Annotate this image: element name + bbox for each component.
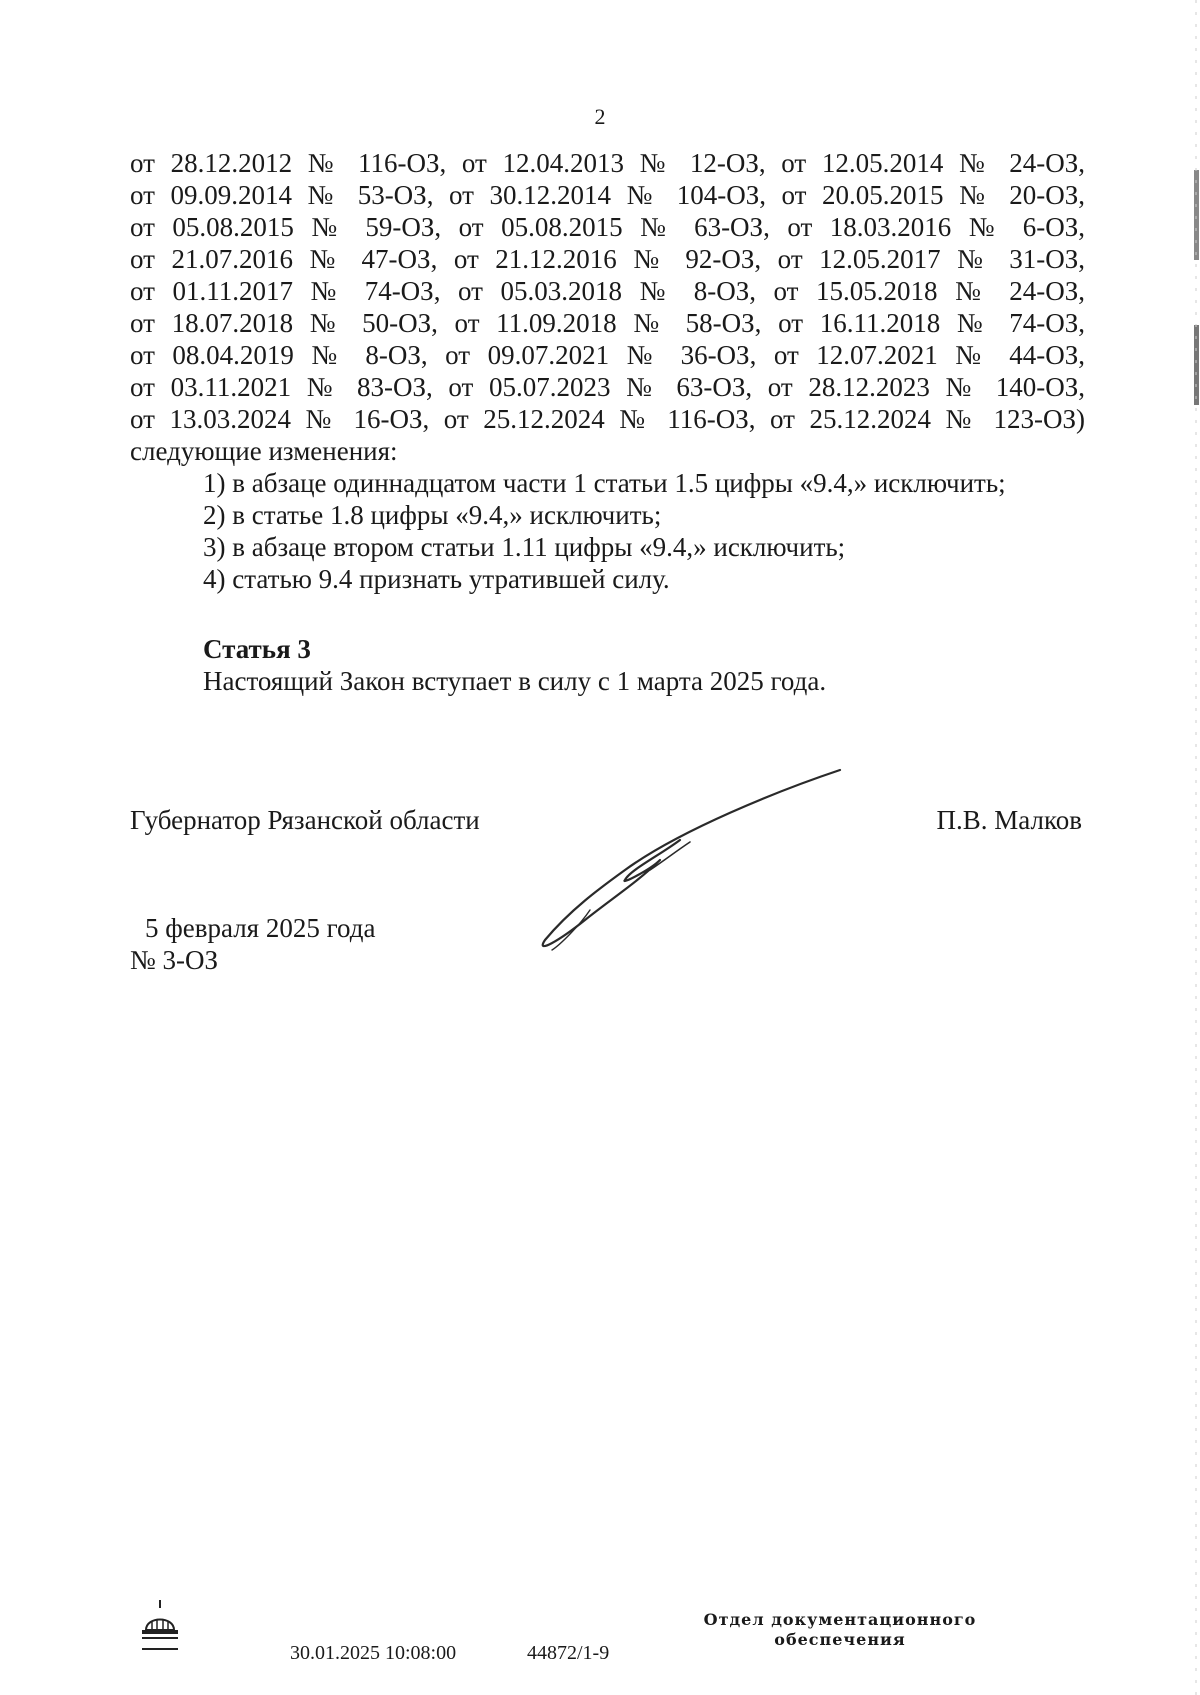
article-heading: Статья 3 bbox=[203, 634, 311, 664]
page-number: 2 bbox=[594, 104, 606, 129]
footer-registration-code: 44872/1-9 bbox=[527, 1642, 610, 1664]
change-item: 3) в абзаце втором статьи 1.11 цифры «9.4,» исключить; bbox=[203, 532, 846, 562]
change-item: 1) в абзаце одиннадцатом части 1 статьи 1.5 цифры «9.4,» исключить; bbox=[203, 468, 1006, 498]
law-date: 5 февраля 2025 года bbox=[145, 913, 376, 943]
article-text: Настоящий Закон вступает в силу с 1 марта 2025 года. bbox=[203, 666, 827, 696]
change-item: 2) в статье 1.8 цифры «9.4,» исключить; bbox=[203, 500, 662, 530]
amendment-line: от 01.11.2017 № 74-ОЗ, от 05.03.2018 № 8-ОЗ, от 15.05.2018 № 24-ОЗ, bbox=[130, 276, 1085, 306]
department-stamp bbox=[700, 1610, 980, 1650]
amendment-line: от 05.08.2015 № 59-ОЗ, от 05.08.2015 № 63-ОЗ, от 18.03.2016 № 6-ОЗ, bbox=[130, 212, 1085, 242]
duma-logo-icon bbox=[140, 1600, 180, 1652]
scan-edge-artifact bbox=[1186, 0, 1200, 1695]
change-item: 4) статью 9.4 признать утратившей силу. bbox=[203, 564, 670, 594]
signatory-name: П.В. Малков bbox=[936, 805, 1082, 835]
amendment-line: от 09.09.2014 № 53-ОЗ, от 30.12.2014 № 104-ОЗ, от 20.05.2015 № 20-ОЗ, bbox=[130, 180, 1085, 210]
changes-intro: следующие изменения: bbox=[130, 436, 398, 466]
amendment-line: от 21.07.2016 № 47-ОЗ, от 21.12.2016 № 92-ОЗ, от 12.05.2017 № 31-ОЗ, bbox=[130, 244, 1085, 274]
footer-timestamp: 30.01.2025 10:08:00 bbox=[290, 1642, 457, 1664]
amendment-line: от 13.03.2024 № 16-ОЗ, от 25.12.2024 № 116-ОЗ, от 25.12.2024 № 123-ОЗ) bbox=[130, 404, 1085, 434]
amendment-line: от 28.12.2012 № 116-ОЗ, от 12.04.2013 № 12-ОЗ, от 12.05.2014 № 24-ОЗ, bbox=[130, 148, 1085, 178]
amendment-line: от 08.04.2019 № 8-ОЗ, от 09.07.2021 № 36-ОЗ, от 12.07.2021 № 44-ОЗ, bbox=[130, 340, 1085, 370]
department-line: обеспечения bbox=[774, 1630, 906, 1649]
amendment-line: от 03.11.2021 № 83-ОЗ, от 05.07.2023 № 63-ОЗ, от 28.12.2023 № 140-ОЗ, bbox=[130, 372, 1085, 402]
signature bbox=[530, 760, 850, 960]
amendment-line: от 18.07.2018 № 50-ОЗ, от 11.09.2018 № 58-ОЗ, от 16.11.2018 № 74-ОЗ, bbox=[130, 308, 1085, 338]
department-line: Отдел документационного bbox=[703, 1610, 977, 1629]
law-number: № 3-ОЗ bbox=[130, 945, 219, 975]
signatory-title: Губернатор Рязанской области bbox=[130, 805, 480, 835]
